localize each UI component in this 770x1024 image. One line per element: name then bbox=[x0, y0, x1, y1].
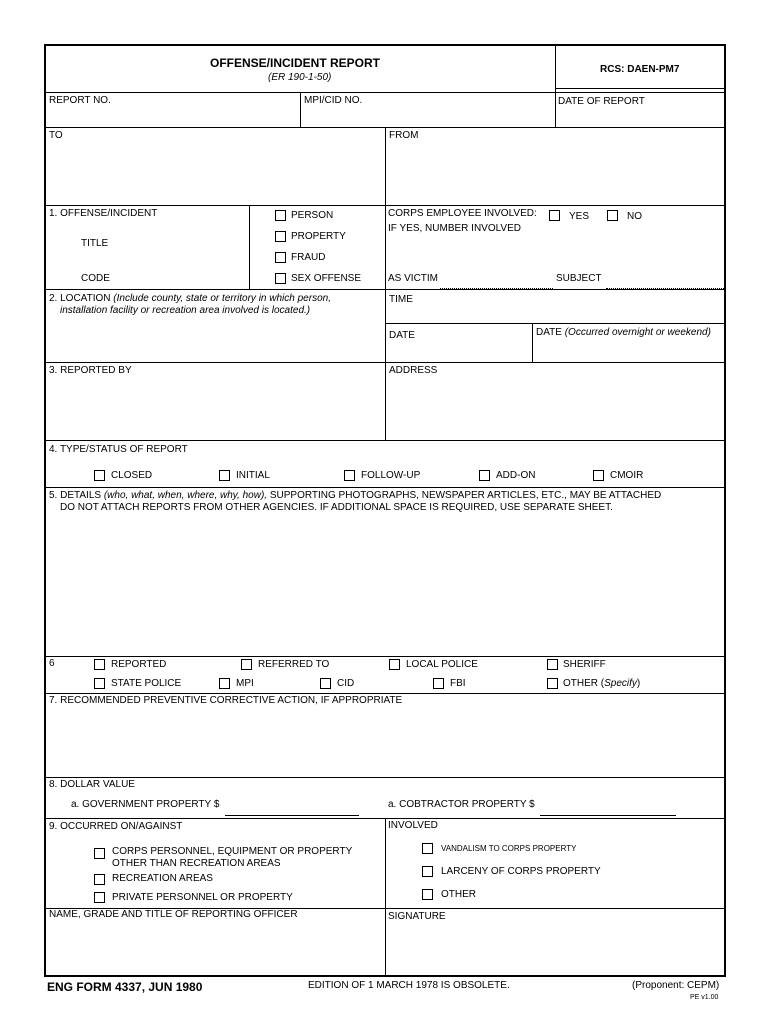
other-involved-label: OTHER bbox=[441, 889, 476, 900]
other-specify-checkbox[interactable] bbox=[547, 678, 558, 689]
section-6-label: 6 bbox=[49, 658, 55, 669]
private-personnel-label: PRIVATE PERSONNEL OR PROPERTY bbox=[112, 892, 293, 903]
mpi-label: MPI bbox=[236, 678, 254, 689]
if-yes-number-label: IF YES, NUMBER INVOLVED bbox=[388, 223, 521, 234]
address-label: ADDRESS bbox=[389, 365, 438, 376]
fraud-label: FRAUD bbox=[291, 252, 326, 263]
add-on-checkbox[interactable] bbox=[479, 470, 490, 481]
cid-checkbox[interactable] bbox=[320, 678, 331, 689]
local-police-checkbox[interactable] bbox=[389, 659, 400, 670]
rcs-code: RCS: DAEN-PM7 bbox=[600, 64, 680, 75]
details-label: 5. DETAILS (who, what, when, where, why, how), SUPPORTING PHOTOGRAPHS, NEWSPAPER ARTICLES, ETC., MAY BE ATTACHED bbox=[49, 490, 662, 501]
details-label-line2: DO NOT ATTACH REPORTS FROM OTHER AGENCIES. IF ADDITIONAL SPACE IS REQUIRED, USE SEPARATE SHEET. bbox=[60, 502, 613, 513]
form-regulation: (ER 190-1-50) bbox=[268, 72, 332, 83]
report-no-input[interactable] bbox=[47, 108, 297, 125]
mpi-checkbox[interactable] bbox=[219, 678, 230, 689]
offense-incident-label: 1. OFFENSE/INCIDENT bbox=[49, 208, 158, 219]
location-input[interactable] bbox=[47, 320, 382, 360]
to-input[interactable] bbox=[47, 143, 382, 203]
contractor-property-label: a. COBTRACTOR PROPERTY $ bbox=[388, 799, 535, 810]
date-input[interactable] bbox=[387, 343, 530, 360]
reporting-officer-label: NAME, GRADE AND TITLE OF REPORTING OFFICER bbox=[49, 909, 298, 920]
property-label: PROPERTY bbox=[291, 231, 346, 242]
as-victim-label: AS VICTIM bbox=[388, 273, 439, 284]
cid-label: CID bbox=[337, 678, 355, 689]
larceny-checkbox[interactable] bbox=[422, 866, 433, 877]
as-victim-input[interactable] bbox=[440, 272, 553, 287]
mpi-cid-input[interactable] bbox=[302, 108, 552, 125]
date-overnight-input[interactable] bbox=[534, 341, 723, 360]
date-label: DATE bbox=[389, 330, 415, 341]
follow-up-checkbox[interactable] bbox=[344, 470, 355, 481]
signature-input[interactable] bbox=[387, 924, 723, 974]
offense-code-input[interactable] bbox=[115, 271, 245, 285]
vandalism-label: VANDALISM TO CORPS PROPERTY bbox=[441, 844, 577, 853]
reported-label: REPORTED bbox=[111, 659, 167, 670]
follow-up-label: FOLLOW-UP bbox=[361, 470, 421, 481]
referred-to-checkbox[interactable] bbox=[241, 659, 252, 670]
person-label: PERSON bbox=[291, 210, 334, 221]
address-input[interactable] bbox=[387, 378, 723, 438]
involved-label: INVOLVED bbox=[388, 820, 438, 831]
person-checkbox[interactable] bbox=[275, 210, 286, 221]
location-label-line2: installation facility or recreation area involved is located.) bbox=[60, 305, 311, 316]
offense-title-input[interactable] bbox=[115, 236, 245, 250]
occurred-on-against-label: 9. OCCURRED ON/AGAINST bbox=[49, 821, 183, 832]
corps-yes-checkbox[interactable] bbox=[549, 210, 560, 221]
state-police-checkbox[interactable] bbox=[94, 678, 105, 689]
closed-checkbox[interactable] bbox=[94, 470, 105, 481]
from-input[interactable] bbox=[387, 143, 723, 203]
corps-yes-label: YES bbox=[569, 211, 590, 222]
date-of-report-input[interactable] bbox=[557, 110, 723, 125]
cmoir-label: CMOIR bbox=[610, 470, 644, 481]
date-of-report-label: DATE OF REPORT bbox=[558, 96, 645, 107]
corps-employee-involved-label: CORPS EMPLOYEE INVOLVED: bbox=[388, 208, 537, 219]
reporting-officer-input[interactable] bbox=[47, 922, 382, 974]
version: PE v1.00 bbox=[690, 994, 719, 1001]
subject-label: SUBJECT bbox=[556, 273, 602, 284]
recreation-areas-checkbox[interactable] bbox=[94, 874, 105, 885]
dollar-value-label: 8. DOLLAR VALUE bbox=[49, 779, 135, 790]
property-checkbox[interactable] bbox=[275, 231, 286, 242]
corps-no-label: NO bbox=[627, 211, 642, 222]
sex-offense-label: SEX OFFENSE bbox=[291, 273, 362, 284]
corps-personnel-label: CORPS PERSONNEL, EQUIPMENT OR PROPERTY bbox=[112, 846, 353, 857]
other-involved-checkbox[interactable] bbox=[422, 889, 433, 900]
fraud-checkbox[interactable] bbox=[275, 252, 286, 263]
sheriff-checkbox[interactable] bbox=[547, 659, 558, 670]
add-on-label: ADD-ON bbox=[496, 470, 536, 481]
recommended-action-label: 7. RECOMMENDED PREVENTIVE CORRECTIVE ACTION, IF APPROPRIATE bbox=[49, 695, 403, 706]
location-label: 2. LOCATION (Include county, state or territory in which person, bbox=[49, 293, 331, 304]
state-police-label: STATE POLICE bbox=[111, 678, 182, 689]
vandalism-checkbox[interactable] bbox=[422, 843, 433, 854]
date-overnight-label: DATE (Occurred overnight or weekend) bbox=[536, 327, 711, 338]
corps-personnel-label-line2: OTHER THAN RECREATION AREAS bbox=[112, 858, 281, 869]
mpi-cid-label: MPI/CID NO. bbox=[304, 95, 363, 106]
type-status-label: 4. TYPE/STATUS OF REPORT bbox=[49, 444, 188, 455]
other-specify-label: OTHER (Specify) bbox=[563, 678, 641, 689]
initial-label: INITIAL bbox=[236, 470, 270, 481]
from-label: FROM bbox=[389, 130, 419, 141]
offense-code-label: CODE bbox=[81, 273, 110, 284]
government-property-label: a. GOVERNMENT PROPERTY $ bbox=[71, 799, 220, 810]
contractor-property-input[interactable] bbox=[540, 800, 676, 814]
sheriff-label: SHERIFF bbox=[563, 659, 606, 670]
signature-label: SIGNATURE bbox=[388, 911, 446, 922]
initial-checkbox[interactable] bbox=[219, 470, 230, 481]
reported-by-label: 3. REPORTED BY bbox=[49, 365, 132, 376]
time-input[interactable] bbox=[387, 306, 723, 321]
corps-personnel-checkbox[interactable] bbox=[94, 848, 105, 859]
recreation-areas-label: RECREATION AREAS bbox=[112, 873, 213, 884]
local-police-label: LOCAL POLICE bbox=[406, 659, 478, 670]
referred-to-label: REFERRED TO bbox=[258, 659, 330, 670]
fbi-label: FBI bbox=[450, 678, 466, 689]
details-input[interactable] bbox=[47, 516, 723, 654]
reported-by-input[interactable] bbox=[47, 378, 382, 438]
proponent: (Proponent: CEPM) bbox=[632, 980, 720, 991]
reported-checkbox[interactable] bbox=[94, 659, 105, 670]
larceny-label: LARCENY OF CORPS PROPERTY bbox=[441, 866, 601, 877]
rcs-field bbox=[557, 47, 723, 87]
fbi-checkbox[interactable] bbox=[433, 678, 444, 689]
closed-label: CLOSED bbox=[111, 470, 153, 481]
sex-offense-checkbox[interactable] bbox=[275, 273, 286, 284]
time-label: TIME bbox=[389, 294, 413, 305]
to-label: TO bbox=[49, 130, 63, 141]
recommended-action-input[interactable] bbox=[47, 709, 723, 775]
report-no-label: REPORT NO. bbox=[49, 95, 111, 106]
form-number: ENG FORM 4337, JUN 1980 bbox=[47, 980, 203, 994]
subject-input[interactable] bbox=[606, 272, 724, 287]
private-personnel-checkbox[interactable] bbox=[94, 892, 105, 903]
cmoir-checkbox[interactable] bbox=[593, 470, 604, 481]
edition-note: EDITION OF 1 MARCH 1978 IS OBSOLETE. bbox=[308, 980, 510, 991]
government-property-input[interactable] bbox=[225, 800, 359, 814]
corps-no-checkbox[interactable] bbox=[607, 210, 618, 221]
offense-title-label: TITLE bbox=[81, 238, 109, 249]
form-title: OFFENSE/INCIDENT REPORT bbox=[210, 56, 381, 70]
